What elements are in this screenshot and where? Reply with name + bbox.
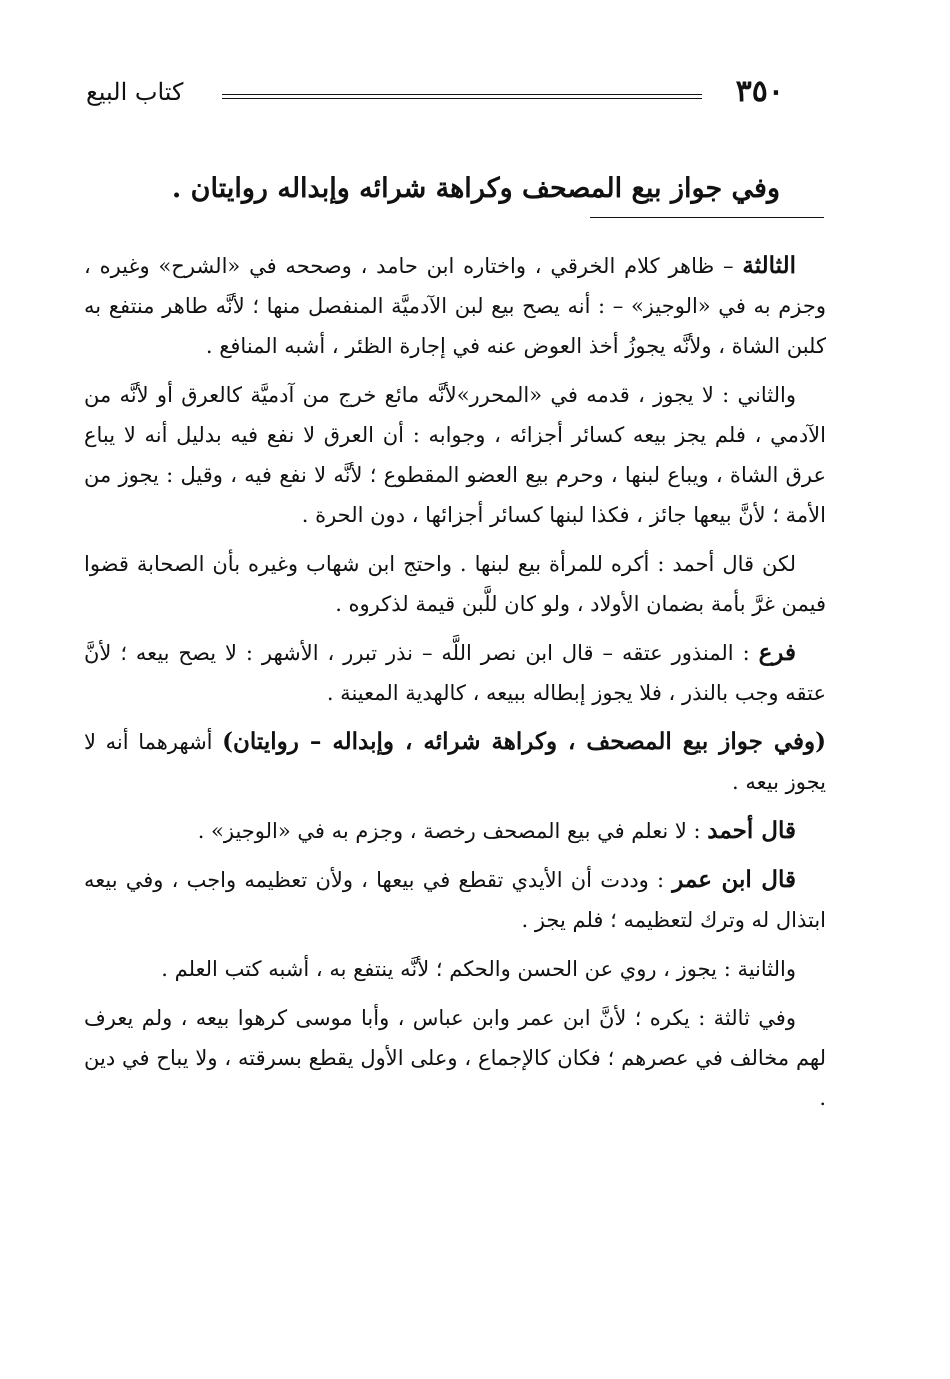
paragraph-7 bbox=[84, 860, 826, 940]
paragraph-text: والثاني : لا يجوز ، قدمه في «المحرر»لأنَّه مائع خرج من آدميَّة كالعرق أو لأنَّه من الآدمي ، فلم يجز بيعه كسائر أجزائه ، وجوابه : أن العرق لا نفع فيه بدليل أنه لا يباع عرق الشاة ، ويباع لبنها ، وحرم بيع العضو المقطوع ؛ لأنَّه لا نفع فيه ، وقيل : يجوز من الأمة ؛ لأنَّ بيعها جائز ، فكذا لبنها كسائر أجزائها ، دون الحرة . bbox=[84, 383, 826, 527]
paragraph-5 bbox=[84, 722, 826, 802]
paragraph-lead: فرع bbox=[758, 639, 796, 666]
paragraph-4 bbox=[84, 633, 826, 713]
paragraph-text: : المنذور عتقه – قال ابن نصر اللَّه – نذر تبرر ، الأشهر : لا يصح بيعه ؛ لأنَّ عتقه وجب بالنذر ، فلا يجوز إبطاله ببيعه ، كالهدية المعينة . bbox=[84, 641, 826, 705]
paragraph-lead: قال أحمد bbox=[707, 817, 796, 844]
paragraph-text: : وددت أن الأيدي تقطع في بيعها ، ولأن تعظيمه واجب ، وفي بيعه ابتذال له وترك لتعظيمه ؛ فلم يجز . bbox=[84, 868, 826, 932]
page-number: ٣٥٠ bbox=[735, 74, 784, 109]
paragraph-2 bbox=[84, 375, 826, 535]
paragraph-lead: قال ابن عمر bbox=[672, 866, 796, 893]
paragraph-text: أشهرهما أنه لا يجوز بيعه . bbox=[84, 730, 826, 794]
paragraph-lead: الثالثة bbox=[742, 252, 796, 279]
header-double-rule bbox=[222, 94, 702, 99]
paragraph-6 bbox=[84, 811, 826, 851]
paragraph-3 bbox=[84, 544, 826, 624]
paragraph-text: والثانية : يجوز ، روي عن الحسن والحكم ؛ لأنَّه ينتفع به ، أشبه كتب العلم . bbox=[161, 957, 796, 981]
matn-heading: وفي جواز بيع المصحف وكراهة شرائه وإبداله روايتان . bbox=[171, 173, 780, 204]
paragraph-text: – ظاهر كلام الخرقي ، واختاره ابن حامد ، وصححه في «الشرح» وغيره ، وجزم به في «الوجيز» – : أنه يصح بيع لبن الآدميَّة المنفصل منها ؛ لأنَّه طاهر منتفع به كلبن الشاة ، ولأنَّه يجوزُ أخذ العوض عنه في إجارة الظئر ، أشبه المنافع . bbox=[84, 254, 826, 358]
paragraph-text: لكن قال أحمد : أكره للمرأة بيع لبنها . واحتج ابن شهاب وغيره بأن الصحابة قضوا فيمن غرَّ بأمة بضمان الأولاد ، ولو كان للَّبن قيمة لذكروه . bbox=[84, 552, 826, 616]
matn-separator-rule bbox=[590, 217, 824, 218]
commentary-body bbox=[84, 246, 826, 1127]
paragraph-9 bbox=[84, 998, 826, 1118]
paragraph-1 bbox=[84, 246, 826, 366]
running-header-title: كتاب البيع bbox=[86, 78, 184, 106]
paragraph-text: وفي ثالثة : يكره ؛ لأنَّ ابن عمر وابن عباس ، وأبا موسى كرهوا بيعه ، ولم يعرف لهم مخالف في عصرهم ؛ فكان كالإجماع ، وعلى الأول يقطع بسرقته ، ولا يباح في دين . bbox=[84, 1006, 826, 1110]
paragraph-text: : لا نعلم في بيع المصحف رخصة ، وجزم به في «الوجيز» . bbox=[197, 819, 708, 843]
paragraph-8 bbox=[84, 949, 826, 989]
quoted-matn: (وفي جواز بيع المصحف ، وكراهة شرائه ، وإبداله – روايتان) bbox=[222, 728, 826, 755]
